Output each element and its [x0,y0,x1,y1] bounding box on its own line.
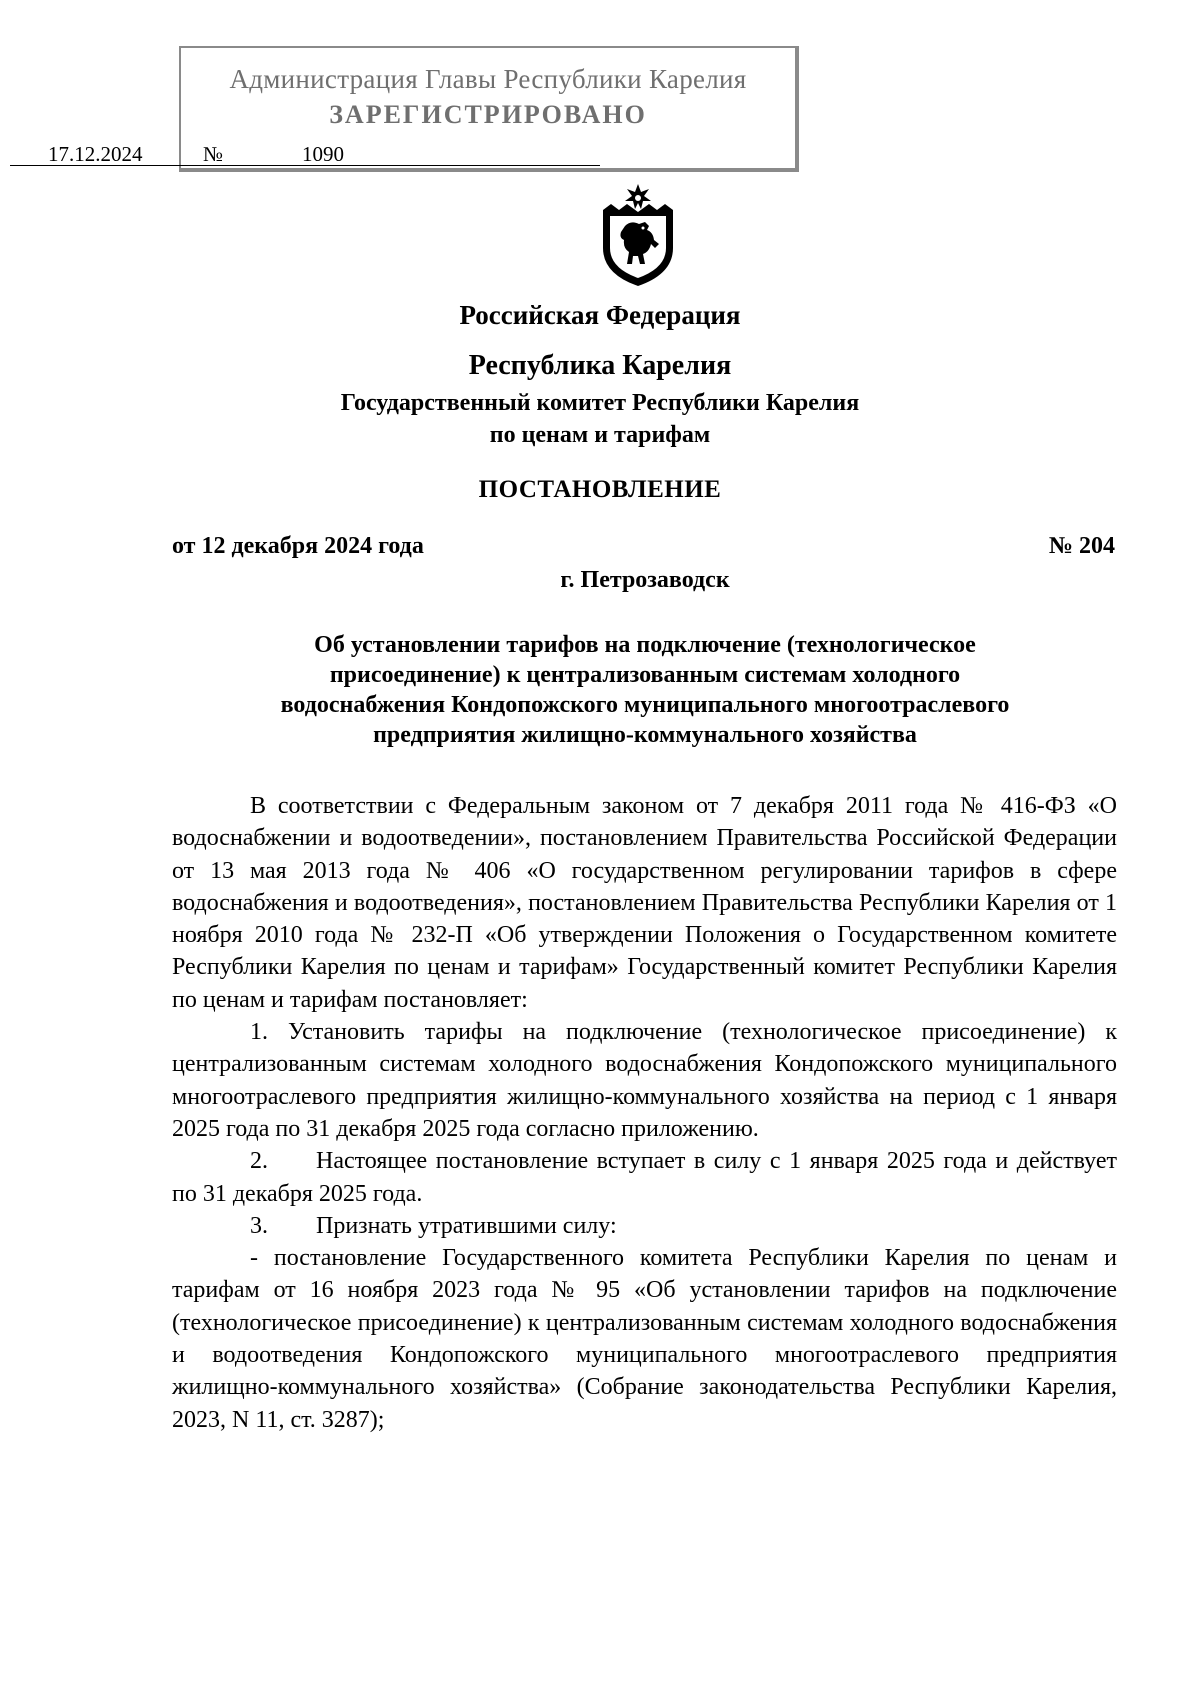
committee-heading-line1: Государственный комитет Республики Карелия [340,390,860,416]
document-type: ПОСТАНОВЛЕНИЕ [478,476,722,503]
country-heading: Российская Федерация [459,300,741,330]
stamp-registration-line [10,140,600,170]
title-line: Об установлении тарифов на подключение (технологическое [314,632,976,658]
document-city: г. Петрозаводск [560,567,730,593]
title-line: предприятия жилищно-коммунального хозяйства [373,722,917,748]
stamp-date: 17.12.2024 [48,142,143,166]
clause-3-subitem: - постановление Государственного комитета Республики Карелия по ценам и тарифам от 16 ноября 2023 года № 95 «Об установлении тарифов на подключение (технологическое присоединение) к централизованным системам холодного водоснабжения и водоотведения Кондопожского муниципального многоотраслевого предприятия жилищно-коммунального хозяйства» (Собрание законодательства Республики Карелия, 2023, N 11, ст. 3287); [172,1245,1117,1433]
stamp-number-sign: № [203,142,224,166]
clause-1: 1. Установить тарифы на подключение (технологическое присоединение) к централизованным системам холодного водоснабжения Кондопожского муниципального многоотраслевого предприятия жилищно-коммунального хозяйства на период с 1 января 2025 года по 31 декабря 2025 года согласно приложению. [172,1019,1117,1142]
stamp-authority: Администрация Главы Республики Карелия [229,64,747,94]
title-line: присоединение) к централизованным системам холодного [329,662,961,688]
committee-heading-line2: по ценам и тарифам [489,422,711,448]
document-number: № 204 [1048,533,1115,559]
clause-2: 2. Настоящее постановление вступает в силу с 1 января 2025 года и действует по 31 декабря 2025 года. [172,1148,1117,1207]
stamp-status: ЗАРЕГИСТРИРОВАНО [329,100,647,129]
document-title [205,630,1085,750]
stamp-number: 1090 [302,142,344,166]
preamble-paragraph: В соответствии с Федеральным законом от 7 декабря 2011 года № 416-ФЗ «О водоснабжении и водоотведении», постановлением Правительства Российской Федерации от 13 мая 2013 года № 406 «О государственном регулировании тарифов в сфере водоснабжения и водоотведения», постановлением Правительства Республики Карелия от 1 ноября 2010 года № 232-П «Об утверждении Положения о Государственном комитете Республики Карелия по ценам и тарифам» Государственный комитет Республики Карелия по ценам и тарифам постановляет: [172,793,1117,1013]
title-line: водоснабжения Кондопожского муниципального многоотраслевого [280,692,1010,718]
clause-3: 3. Признать утратившими силу: [250,1212,617,1239]
document-date: от 12 декабря 2024 года [172,533,424,559]
republic-heading: Республика Карелия [468,350,732,381]
karelia-coat-of-arms-icon [597,182,679,288]
document-body [172,790,1117,1436]
